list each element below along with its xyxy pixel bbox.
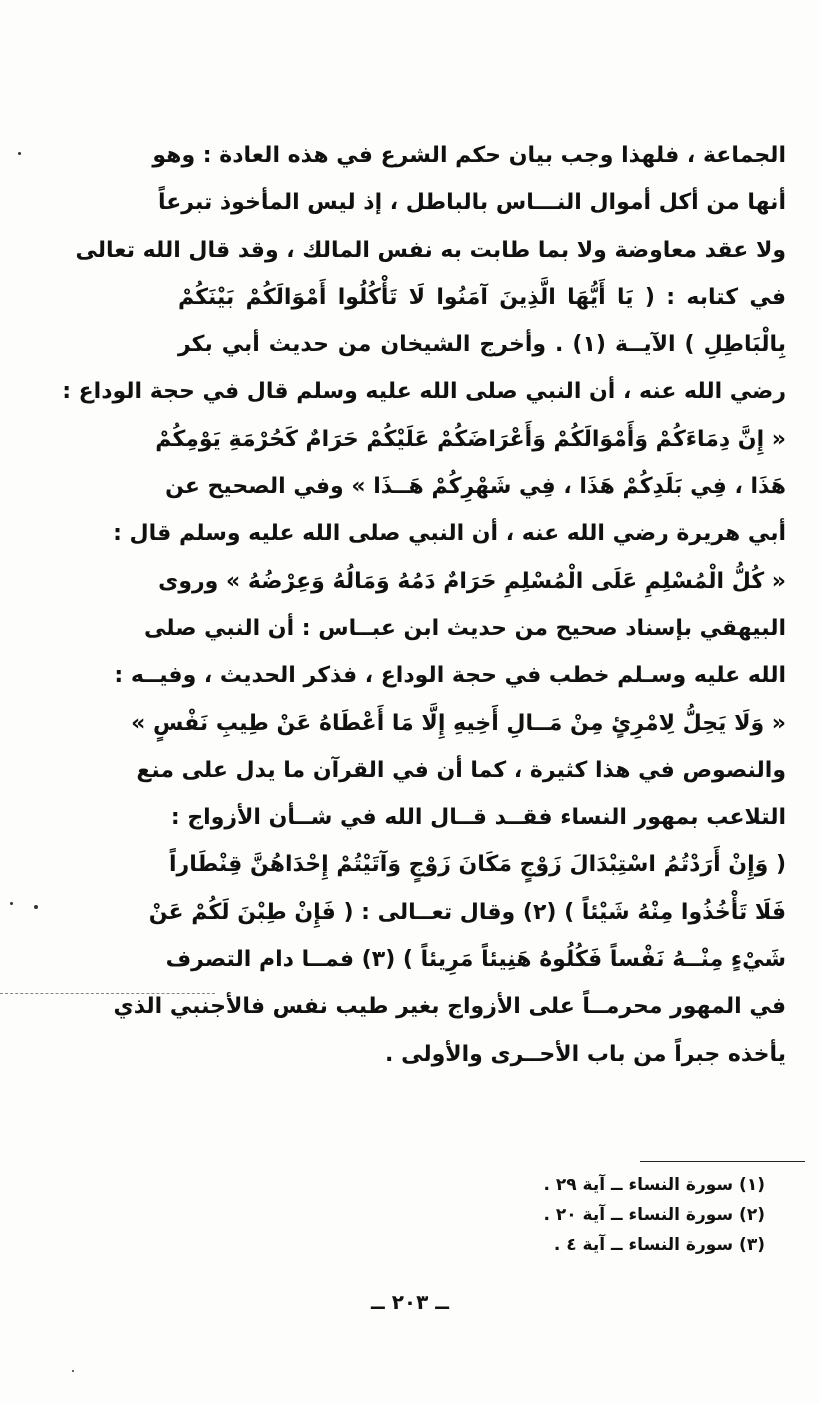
scan-speck bbox=[34, 905, 38, 909]
footnote: (٣) سورة النساء ــ آية ٤ . bbox=[553, 1235, 765, 1255]
scan-speck bbox=[10, 902, 13, 905]
footnote-divider bbox=[640, 1161, 805, 1162]
text-line: « كُلُّ الْمُسْلِمِ عَلَى الْمُسْلِمِ حَرَامٌ دَمُهُ وَمَالُهُ وَعِرْضُهُ » وروى bbox=[158, 568, 786, 594]
text-line: والنصوص في هذا كثيرة ، كما أن في القرآن ما يدل على منع bbox=[136, 757, 786, 783]
text-line: ولا عقد معاوضة ولا بما طابت به نفس المالك ، وقد قال الله تعالى bbox=[75, 237, 786, 263]
text-line: التلاعب بمهور النساء فقــد قــال الله في شــأن الأزواج : bbox=[170, 805, 786, 831]
text-line: أبي هريرة رضي الله عنه ، أن النبي صلى الله عليه وسلم قال : bbox=[113, 521, 786, 547]
text-line-last: يأخذه جبراً من باب الأحــرى والأولى . bbox=[385, 1041, 786, 1067]
text-line: ( وَإِنْ أَرَدْتُمُ اسْتِبْدَالَ زَوْجٍ مَكَانَ زَوْجٍ وَآتَيْتُمْ إِحْدَاهُنَّ قِنْطَاراً bbox=[169, 852, 786, 878]
text-line: أنها من أكل أموال النـــاس بالباطل ، إذ ليس المأخوذ تبرعاً bbox=[158, 190, 786, 216]
text-line: الجماعة ، فلهذا وجب بيان حكم الشرع في هذه العادة : وهو bbox=[152, 143, 786, 168]
text-line: « إِنَّ دِمَاءَكُمْ وَأَمْوَالَكُمْ وَأَعْرَاضَكُمْ عَلَيْكُمْ حَرَامٌ كَحُرْمَةِ يَوْمِكُمْ bbox=[155, 426, 786, 452]
text-line: الله عليه وسـلم خطب في حجة الوداع ، فذكر الحديث ، وفيــه : bbox=[114, 663, 786, 689]
scan-speck bbox=[72, 1370, 74, 1372]
footnote: (١) سورة النساء ــ آية ٢٩ . bbox=[543, 1175, 765, 1195]
text-line: في كتابه : ( يَا أَيُّهَا الَّذِينَ آمَنُوا لَا تَأْكُلُوا أَمْوَالَكُمْ بَيْنَكُمْ bbox=[178, 284, 786, 310]
text-line: البيهقي بإسناد صحيح من حديث ابن عبــاس : أن النبي صلى bbox=[143, 615, 786, 641]
text-line: شَيْءٍ مِنْــهُ نَفْساً فَكُلُوهُ هَنِيئاً مَرِيئاً ) (٣) فمــا دام التصرف bbox=[165, 947, 786, 973]
text-line: « وَلَا يَحِلُّ لِامْرِئٍ مِنْ مَــالِ أَخِيهِ إِلَّا مَا أَعْطَاهُ عَنْ طِيبِ نَفْسٍ » bbox=[131, 710, 786, 736]
scan-speck bbox=[18, 152, 21, 155]
text-line: فَلَا تَأْخُذُوا مِنْهُ شَيْئاً ) (٢) وقال تعــالى : ( فَإِنْ طِبْنَ لَكُمْ عَنْ bbox=[148, 899, 786, 925]
text-line: بِالْبَاطِلِ ) الآيــة (١) . وأخرج الشيخان من حديث أبي بكر bbox=[178, 332, 786, 358]
text-line: رضي الله عنه ، أن النبي صلى الله عليه وسلم قال في حجة الوداع : bbox=[62, 379, 786, 405]
scan-smudge bbox=[0, 993, 215, 996]
page-number: ــ ٢٠٣ ــ bbox=[371, 1290, 449, 1314]
text-line: هَذَا ، فِي بَلَدِكُمْ هَذَا ، فِي شَهْرِكُمْ هَــذَا » وفي الصحيح عن bbox=[165, 474, 786, 500]
footnotes-list bbox=[543, 1170, 765, 1260]
main-text-block bbox=[62, 132, 786, 1078]
footnote: (٢) سورة النساء ــ آية ٢٠ . bbox=[543, 1205, 765, 1225]
text-line: في المهور محرمــاً على الأزواج بغير طيب نفس فالأجنبي الذي bbox=[113, 994, 786, 1020]
